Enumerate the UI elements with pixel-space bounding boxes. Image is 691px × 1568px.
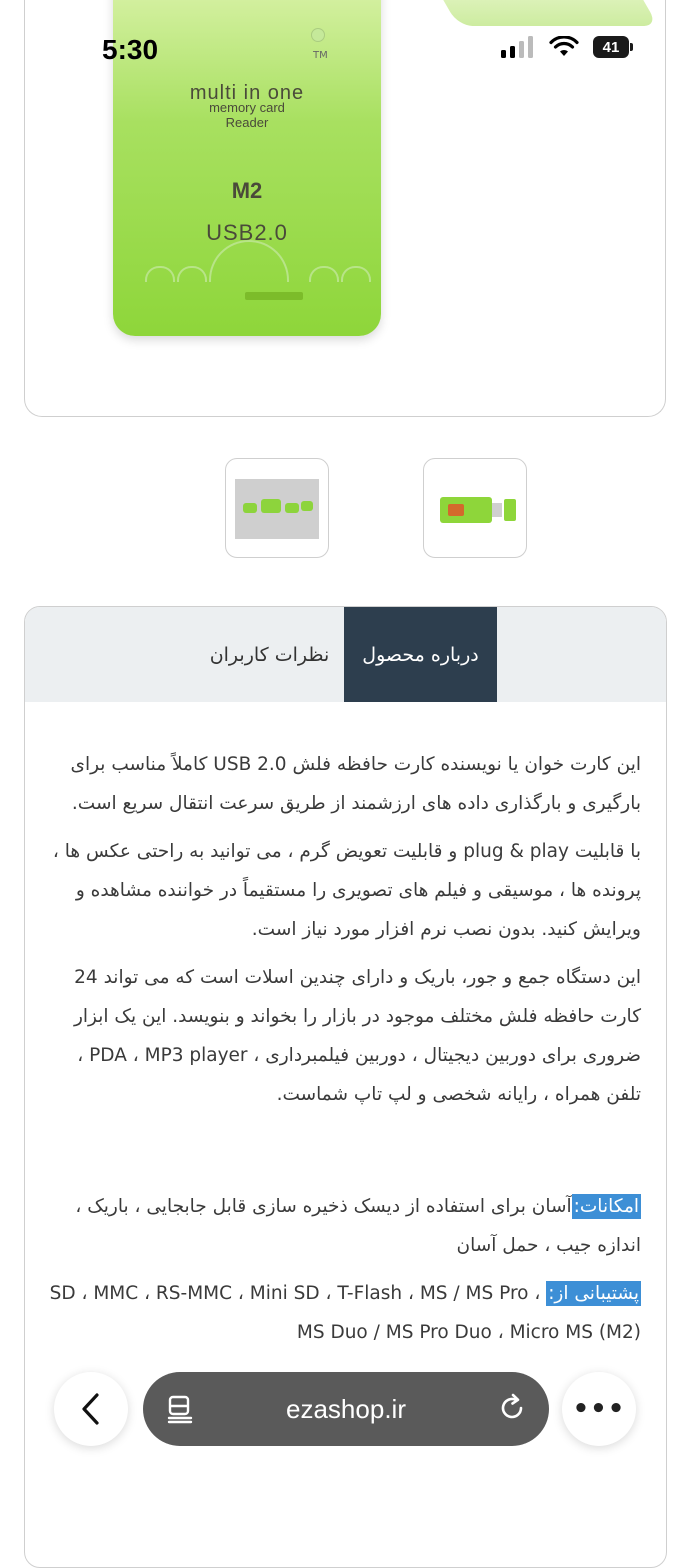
reader-bumps [129, 262, 365, 282]
bump [145, 266, 175, 282]
thumb-part [261, 499, 281, 513]
thumbnail-2[interactable] [225, 458, 329, 558]
description-paragraph-2: با قابلیت plug & play و قابلیت تعویض گرم ، می توانید به راحتی عکس ها ، پرونده ها ، موسیقی و فیلم های تصویری را مستقیماً در خواننده مشاهده و ویرایش کنید. بدون نصب نرم افزار مورد نیاز است. [52, 841, 641, 940]
thumbnail-1[interactable] [423, 458, 527, 558]
description-paragraph-1: این کارت خوان یا نویسنده کارت حافظه فلش USB 2.0 کاملاً مناسب برای بارگیری و بارگذاری داده های ارزشمند از طریق سرعت انتقال سریع است. [70, 754, 641, 814]
thumbnail-1-plug [492, 503, 502, 517]
bump [341, 266, 371, 282]
image-usb: USB2.0 [206, 220, 288, 245]
tabs-bar [25, 607, 666, 702]
cellular-signal-icon [501, 36, 535, 58]
card-slot [245, 292, 303, 300]
description-paragraph-3: این دستگاه جمع و جور، باریک و دارای چندین اسلات است که می تواند 24 کارت حافظه فلش مختلف موجود در بازار را بخواند و بنویسد. این یک ابزار ضروری برای دوربین دیجیتال ، دوربین فیلمبرداری ، PDA ، MP3 player ، تلفن همراه ، رایانه شخصی و لپ تاپ شماست. [73, 967, 641, 1105]
image-text-line1: multi in one [189, 82, 305, 104]
status-icons [501, 36, 629, 58]
thumb-part [301, 501, 313, 511]
support-row [47, 1274, 641, 1352]
thumb-part [243, 503, 257, 513]
browser-bottom-bar [0, 1360, 691, 1460]
status-time: 5:30 [102, 34, 159, 65]
thumbnail-1-slot [448, 504, 464, 516]
trademark-label: TM [313, 50, 328, 61]
thumb-part [285, 503, 299, 513]
battery-icon [593, 36, 629, 58]
features-text: آسان برای استفاده از دیسک ذخیره سازی قابل جابجایی ، باریک ، اندازه جیب ، حمل آسان [75, 1196, 641, 1256]
tab-about-product[interactable]: درباره محصول [344, 607, 497, 702]
tab-user-reviews[interactable]: نظرات کاربران [209, 643, 330, 666]
image-model: M2 [231, 178, 263, 203]
image-text-line2: memory card [209, 100, 285, 115]
features-row [47, 1187, 641, 1265]
support-text: SD ، MMC ، RS-MMC ، Mini SD ، T-Flash ، MS / MS Pro ، MS Duo / MS Pro Duo ، Micro MS (M2) [49, 1283, 641, 1343]
status-bar [0, 0, 691, 100]
thumbnail-strip [0, 458, 691, 558]
back-button[interactable] [54, 1372, 128, 1446]
more-options-button[interactable] [562, 1372, 636, 1446]
reload-icon[interactable] [497, 1393, 527, 1423]
address-bar[interactable] [143, 1372, 549, 1446]
product-description [47, 745, 641, 1361]
spacer [47, 1123, 641, 1187]
support-label: پشتیبانی از: [548, 1283, 639, 1304]
more-icon: ••• [572, 1394, 626, 1424]
url-text: ezashop.ir [286, 1393, 406, 1424]
image-text-line3: Reader [225, 115, 269, 130]
chevron-left-icon [79, 1392, 103, 1426]
wifi-icon [549, 36, 579, 58]
thumbnail-2-image [235, 479, 319, 539]
battery-level: 41 [602, 38, 620, 56]
bump [177, 266, 207, 282]
features-label: امکانات: [573, 1196, 639, 1217]
bump [309, 266, 339, 282]
thumbnail-1-cap [504, 499, 516, 521]
reader-mode-icon[interactable] [165, 1394, 195, 1424]
